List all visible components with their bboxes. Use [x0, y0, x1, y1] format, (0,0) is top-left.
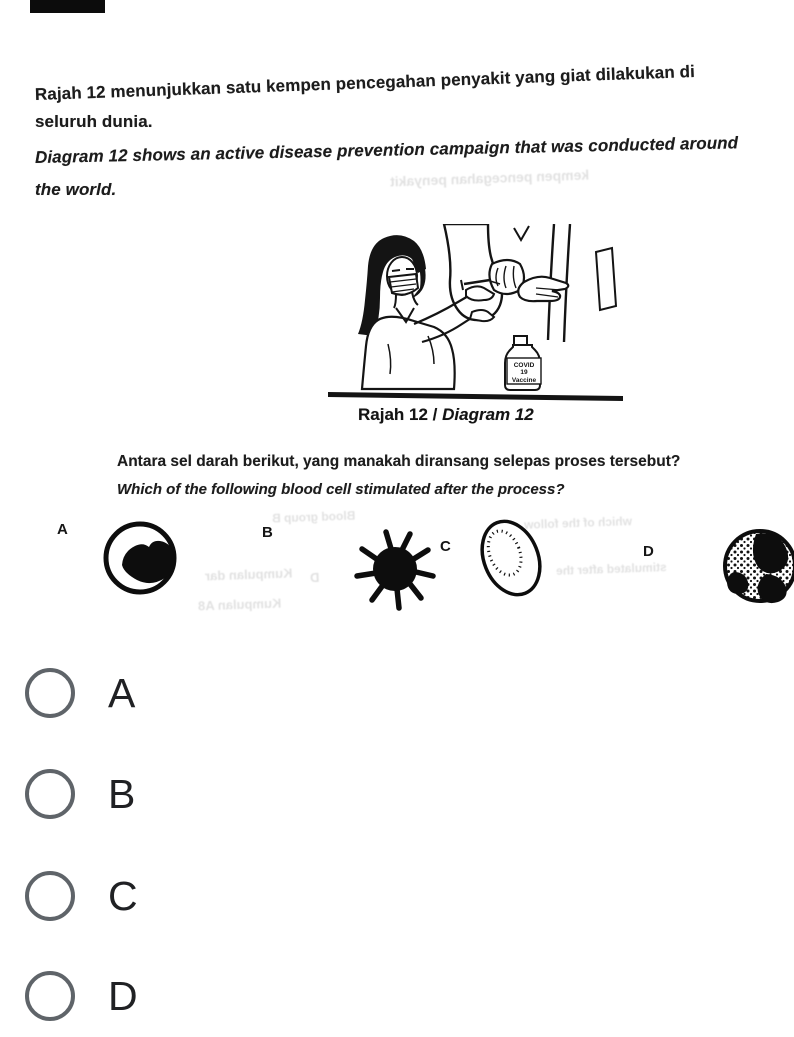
radio-button-c[interactable] — [25, 871, 75, 921]
radio-button-a[interactable] — [25, 668, 75, 718]
bleed-through-text: which of the follow — [523, 514, 633, 532]
bottle-label-line2: 19 — [520, 369, 528, 376]
bleed-through-text: stimulated after the — [555, 560, 667, 578]
scan-artifact-bar — [30, 0, 105, 13]
option-a-label: A — [57, 521, 68, 538]
bottle-label-line1: COVID — [513, 362, 535, 369]
radio-button-d[interactable] — [25, 971, 75, 1021]
answer-option-a[interactable] — [0, 668, 794, 719]
table-line — [328, 392, 623, 401]
radio-label-d[interactable]: D — [108, 973, 138, 1019]
caption-italic: Diagram 12 — [442, 405, 534, 424]
option-b-cell-image — [350, 522, 436, 614]
intro-line-english-1: Diagram 12 shows an active disease prevention campaign that was conducted around — [34, 133, 739, 167]
caption-prefix: Rajah 12 / — [358, 405, 443, 424]
bleed-through-text: kempen pencegahan penyakit — [389, 166, 590, 190]
option-d-label: D — [643, 543, 654, 560]
intro-line-malay-1: Rajah 12 menunjukkan satu kempen pencegahan penyakit yang giat dilakukan di — [34, 61, 696, 104]
radio-label-b[interactable]: B — [108, 771, 136, 817]
bleed-through-text: Kumpulan dar — [204, 565, 293, 584]
question-text-english: Which of the following blood cell stimulated after the process? — [117, 481, 565, 498]
option-d-cell-image — [720, 524, 794, 610]
answer-option-d[interactable] — [0, 971, 794, 1022]
bottle-label-line3: Vaccine — [511, 377, 537, 384]
radio-label-a[interactable]: A — [108, 670, 136, 716]
intro-line-malay-2: seluruh dunia. — [35, 112, 153, 131]
vaccine-bottle — [505, 336, 541, 390]
option-b-label: B — [262, 524, 273, 541]
figure-caption — [358, 405, 534, 425]
bleed-through-text: D — [309, 569, 320, 586]
answer-option-b[interactable] — [0, 769, 794, 820]
radio-label-c[interactable]: C — [108, 873, 138, 919]
option-a-cell-image — [100, 517, 180, 599]
intro-line-english-2: the world. — [35, 180, 117, 199]
radio-button-b[interactable] — [25, 769, 75, 819]
option-c-label: C — [440, 538, 451, 555]
bleed-through-text: Blood group B — [271, 508, 356, 526]
vaccination-illustration — [318, 224, 628, 409]
question-text-malay: Antara sel darah berikut, yang manakah diransang selepas proses tersebut? — [117, 453, 681, 470]
answer-option-c[interactable] — [0, 871, 794, 922]
bleed-through-text: Kumpulan A8 — [197, 595, 282, 614]
